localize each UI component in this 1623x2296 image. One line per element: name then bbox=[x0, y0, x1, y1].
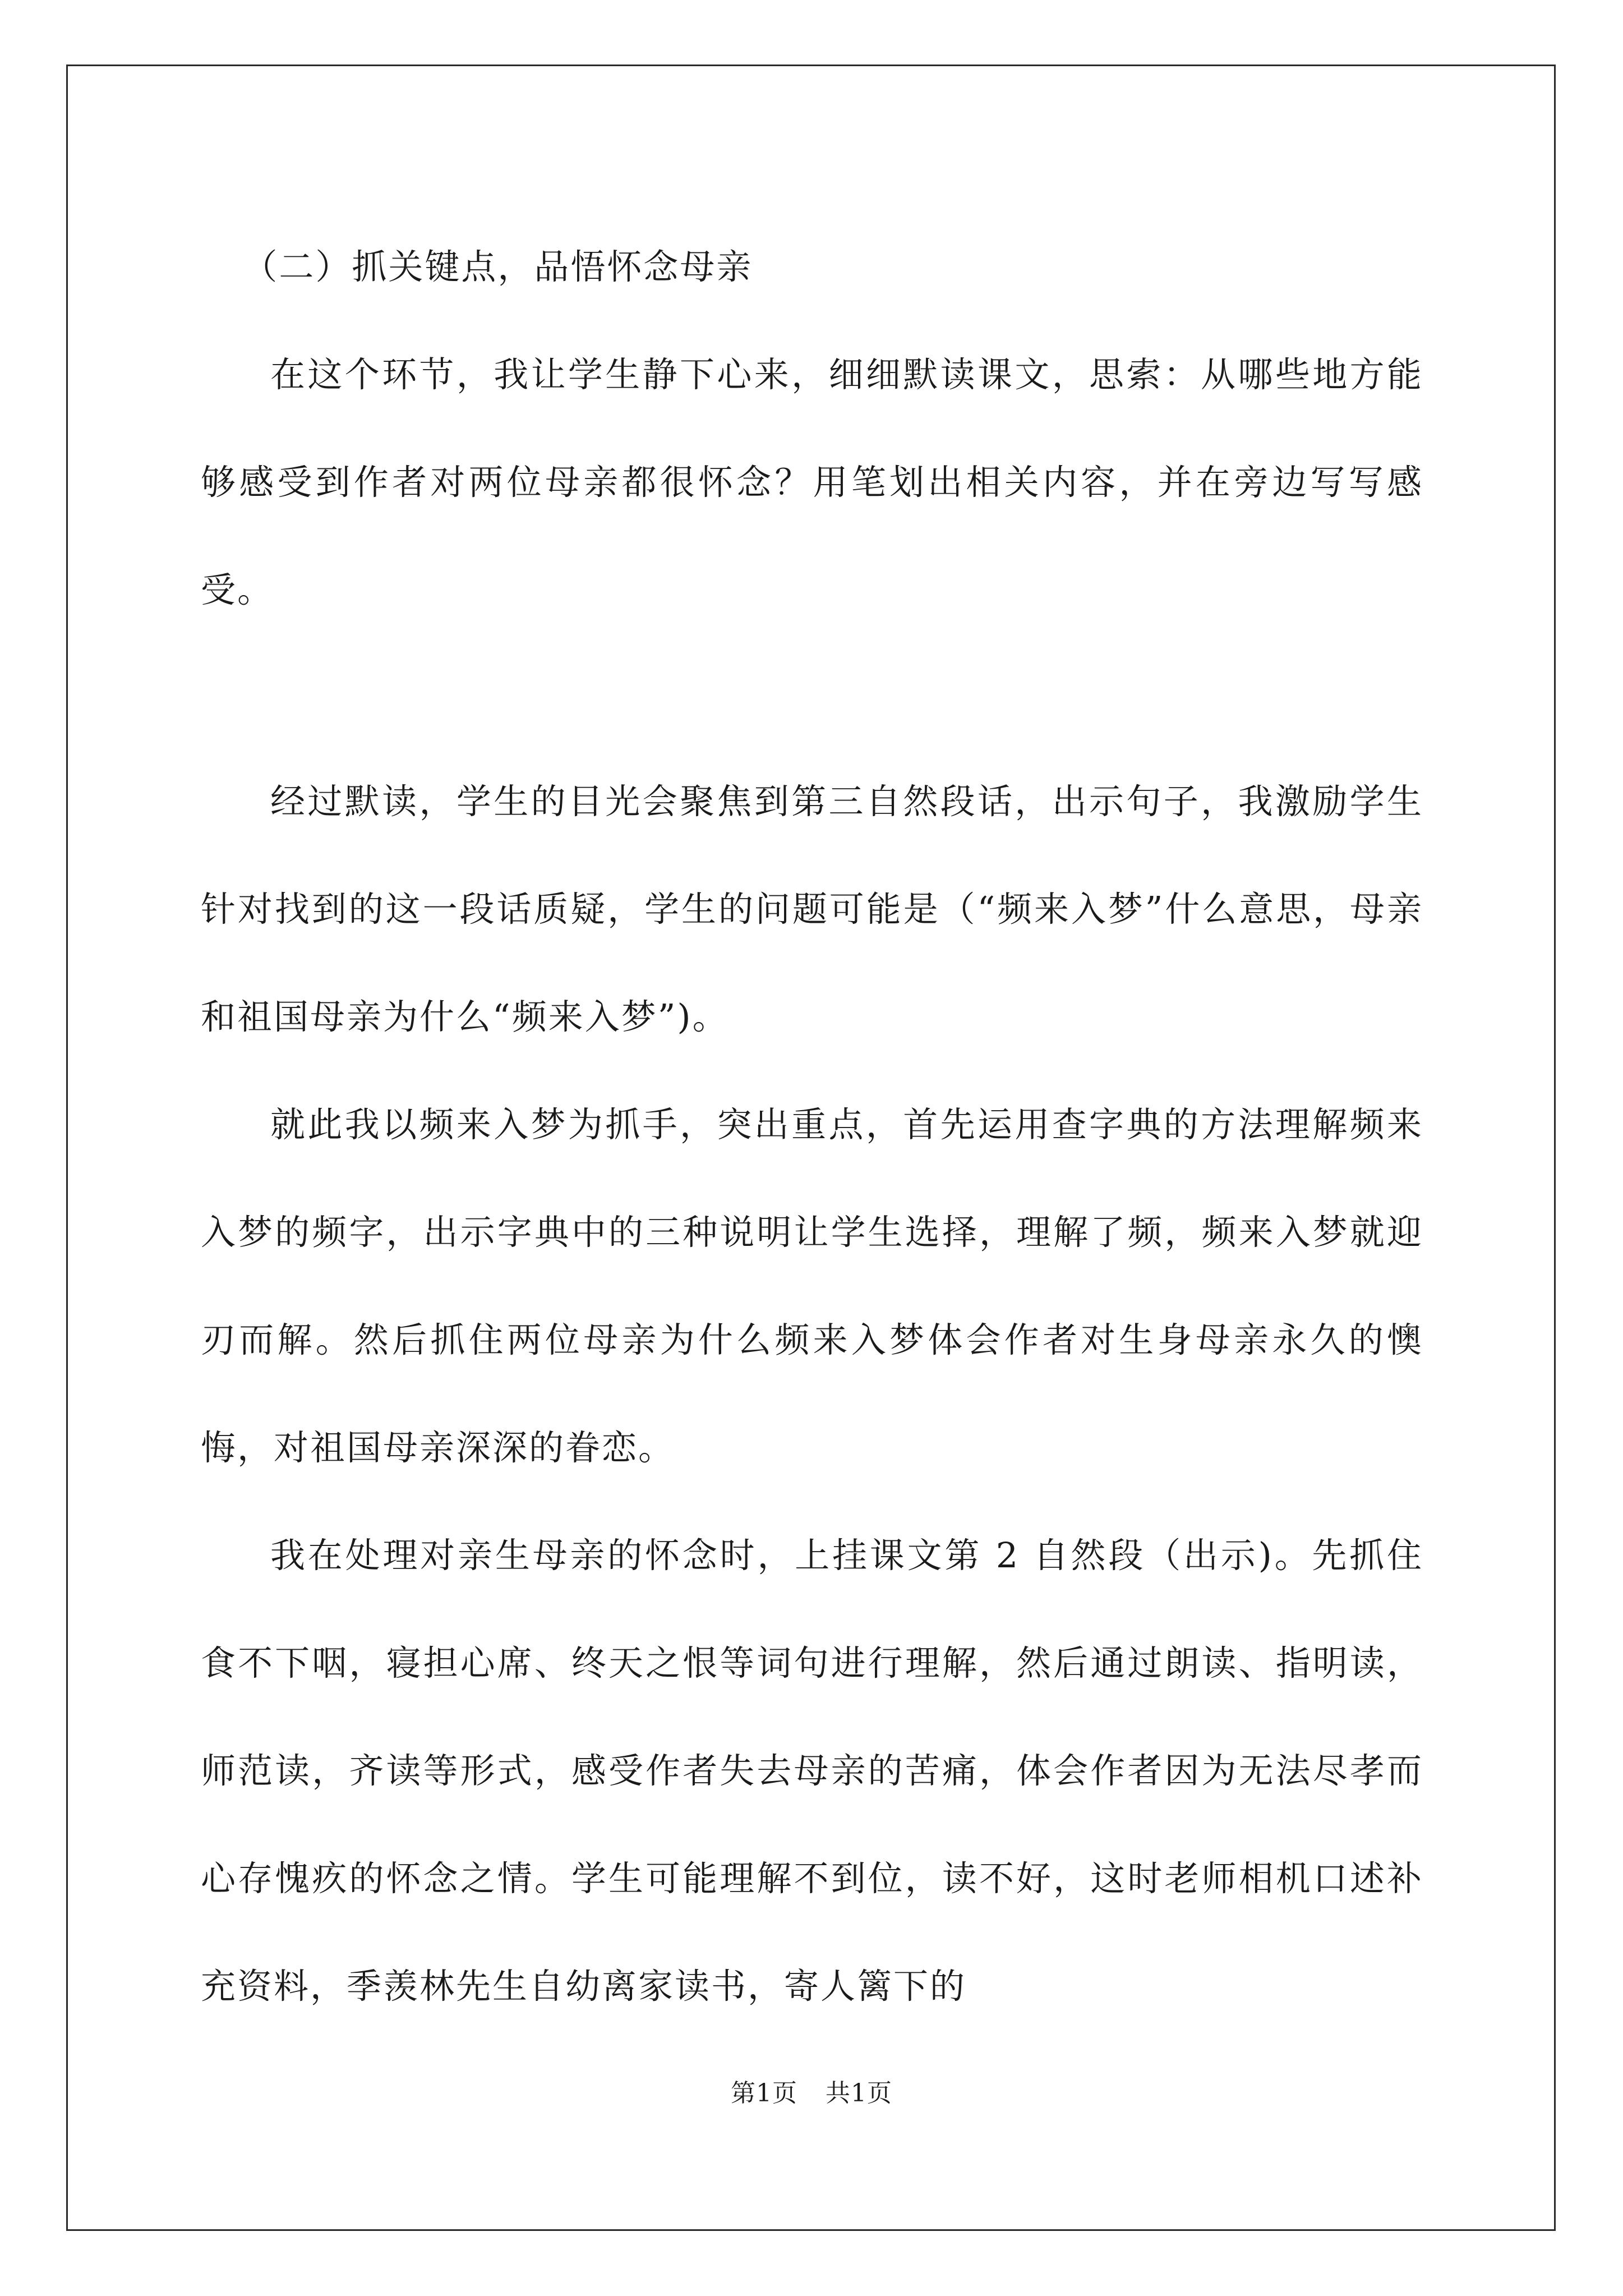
paragraph-gap bbox=[201, 644, 1423, 748]
paragraph: 我在处理对亲生母亲的怀念时，上挂课文第 2 自然段（出示)。先抓住食不下咽，寝担心席、终天之恨等词句进行理解，然后通过朗读、指明读，师范读，齐读等形式，感受作者失去母亲的苦痛，体会作者因为无法尽孝而心存愧疚的怀念之情。学生可能理解不到位，读不好，这时老师相机口述补充资料，季羡林先生自幼离家读书，寄人篱下的 bbox=[201, 1535, 1423, 2007]
page-footer bbox=[0, 2073, 1623, 2109]
paragraph: 就此我以频来入梦为抓手，突出重点，首先运用查字典的方法理解频来入梦的频字，出示字典中的三种说明让学生选择，理解了频，频来入梦就迎刃而解。然后抓住两位母亲为什么频来入梦体会作者对生身母亲永久的懊悔，对祖国母亲深深的眷恋。 bbox=[201, 1104, 1423, 1468]
page-number: 第1页 bbox=[731, 2079, 797, 2108]
paragraph: 在这个环节，我让学生静下心来，细细默读课文，思索：从哪些地方能够感受到作者对两位母亲都很怀念？用笔划出相关内容，并在旁边写写感受。 bbox=[201, 354, 1423, 610]
page-total: 共1页 bbox=[826, 2079, 892, 2108]
document-body bbox=[201, 213, 1423, 2040]
paragraph: 经过默读，学生的目光会聚焦到第三自然段话，出示句子，我激励学生针对找到的这一段话质疑，学生的问题可能是（“频来入梦”什么意思，母亲和祖国母亲为什么“频来入梦”)。 bbox=[201, 781, 1423, 1037]
section-heading: （二）抓关键点，品悟怀念母亲 bbox=[242, 246, 753, 287]
